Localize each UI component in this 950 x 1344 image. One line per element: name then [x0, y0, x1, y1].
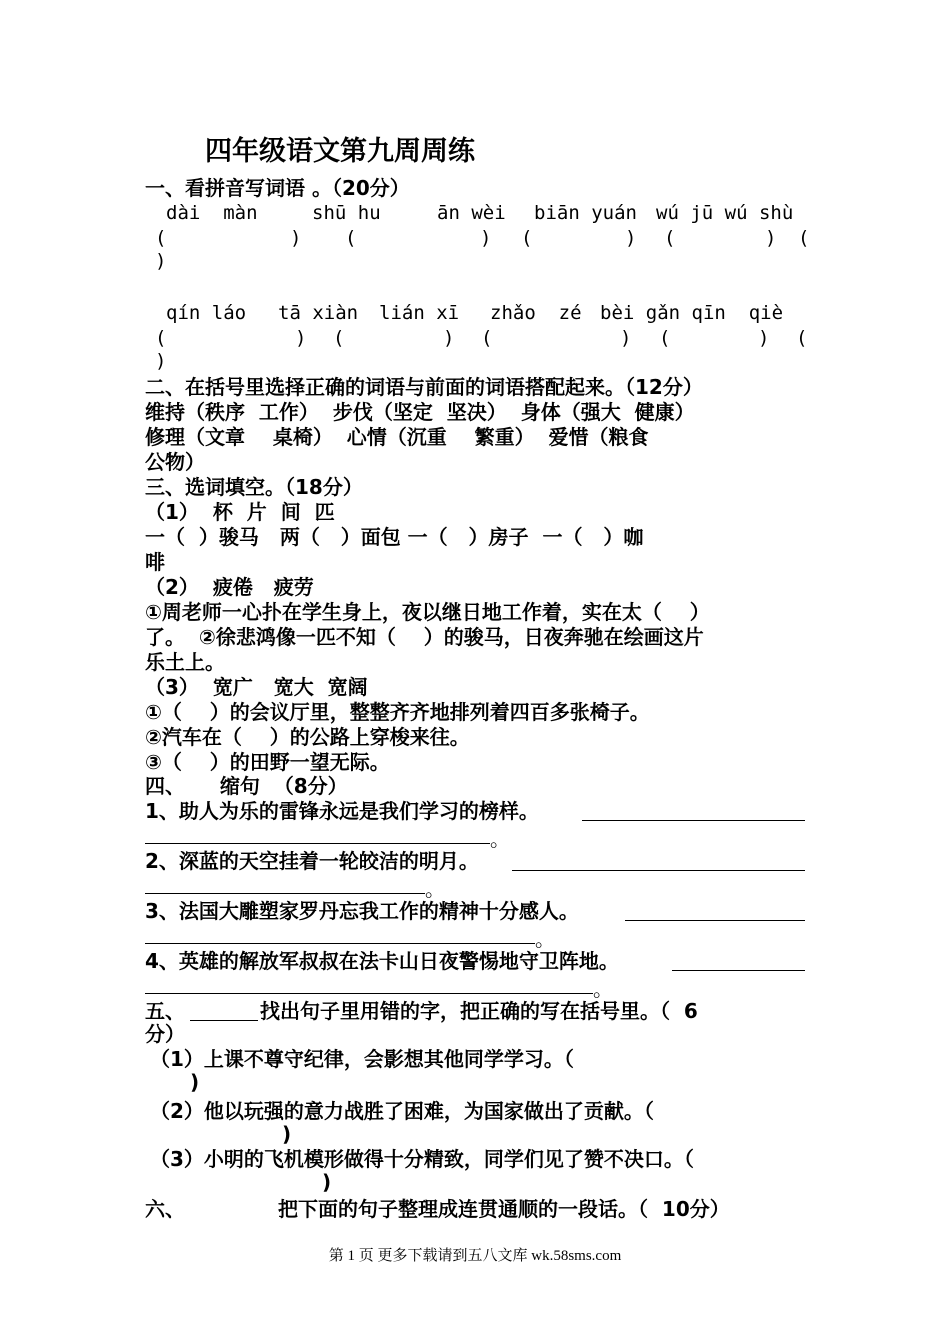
correction-close: ) — [190, 1070, 200, 1094]
answer-open-3: ( — [521, 227, 533, 249]
answer-close-4: ) — [765, 227, 777, 249]
page-footer: 第 1 页 更多下载请到五八文库 wk.58sms.com — [328, 1248, 622, 1264]
section3-group3-sentence1: ①（ ）的会议厅里，整整齐齐地排列着四百多张椅子。 — [145, 700, 650, 724]
answer-close-1: ) — [290, 227, 302, 249]
section6-number: 六、 — [145, 1197, 185, 1221]
section3-group2-sentence1: ①周老师一心扑在学生身上，夜以继日地工作着，实在太（ ） — [145, 600, 710, 624]
answer-close-2: ) — [480, 227, 492, 249]
answer-line — [512, 870, 805, 871]
page-title: 四年级语文第九周周练 — [205, 136, 475, 167]
answer-close-7: ) — [443, 327, 455, 349]
correction-item: （1）上课不尊守纪律，会影想其他同学学习。（ — [150, 1047, 574, 1071]
answer-open-6: ( — [155, 327, 167, 349]
section3-group3-sentence3: ③（ ）的田野一望无际。 — [145, 750, 390, 774]
answer-open-9: ( — [659, 327, 671, 349]
pinyin-8: lián xī — [379, 302, 460, 324]
answer-open-5: ( — [798, 227, 810, 249]
pinyin-6: qín láo — [166, 302, 247, 324]
answer-close-6: ) — [295, 327, 307, 349]
answer-line — [145, 993, 593, 994]
pinyin-4: biān yuán — [534, 202, 637, 224]
section5-heading-cont: 分） — [145, 1022, 185, 1046]
section1-heading: 一、看拼音写词语 。（20分） — [145, 176, 410, 200]
sentence-item: 4、英雄的解放军叔叔在法卡山日夜警惕地守卫阵地。 — [145, 949, 619, 973]
section3-group3-words: （3） 宽广 宽大 宽阔 — [145, 675, 368, 699]
section3-group2-sentence2: 了。 ②徐悲鸿像一匹不知（ ）的骏马，日夜奔驰在绘画这片 — [145, 625, 704, 649]
pinyin-5: wú jū wú shù — [656, 202, 794, 224]
section4-heading: 四、 缩句 （8分） — [145, 774, 348, 798]
section3-group1-cont: 啡 — [145, 550, 165, 574]
section3-heading: 三、选词填空。（18分） — [145, 475, 363, 499]
answer-close-3: ) — [625, 227, 637, 249]
answer-line — [625, 920, 805, 921]
period: 。 — [593, 977, 613, 1001]
answer-open-7: ( — [333, 327, 345, 349]
answer-line — [672, 970, 805, 971]
period: 。 — [425, 877, 445, 901]
period: 。 — [490, 827, 510, 851]
section3-group3-sentence2: ②汽车在（ ）的公路上穿梭来往。 — [145, 725, 470, 749]
section3-group2-words: （2） 疲倦 疲劳 — [145, 575, 314, 599]
answer-close-5: ) — [155, 250, 167, 272]
period: 。 — [535, 927, 555, 951]
answer-close-10: ) — [155, 350, 167, 372]
answer-open-2: ( — [345, 227, 357, 249]
answer-open-8: ( — [481, 327, 493, 349]
section5-heading: 找出句子里用错的字，把正确的写在括号里。（ 6 — [260, 999, 698, 1023]
answer-open-4: ( — [664, 227, 676, 249]
correction-close: ) — [282, 1122, 292, 1146]
pinyin-10: bèi gǎn qīn qiè — [600, 302, 784, 324]
answer-line — [145, 893, 425, 894]
section2-line1: 维持（秩序 工作） 步伐（坚定 坚决） 身体（强大 健康） — [145, 400, 695, 424]
section3-group1-words: （1） 杯 片 间 匹 — [145, 500, 335, 524]
sentence-item: 2、深蓝的天空挂着一轮皎洁的明月。 — [145, 849, 479, 873]
answer-open-10: ( — [796, 327, 808, 349]
section2-heading: 二、在括号里选择正确的词语与前面的词语搭配起来。（12分） — [145, 375, 703, 399]
answer-close-8: ) — [620, 327, 632, 349]
correction-item: （3）小明的飞机模形做得十分精致，同学们见了赞不决口。（ — [150, 1147, 694, 1171]
section5-number: 五、 — [145, 999, 185, 1023]
answer-close-9: ) — [758, 327, 770, 349]
pinyin-1: dài màn — [166, 202, 258, 224]
answer-line — [582, 820, 805, 821]
section3-group2-sentence3: 乐土上。 — [145, 650, 225, 674]
sentence-item: 3、法国大雕塑家罗丹忘我工作的精神十分感人。 — [145, 899, 579, 923]
correction-close: ) — [322, 1170, 332, 1194]
pinyin-3: ān wèi — [437, 202, 506, 224]
answer-line — [145, 843, 490, 844]
section2-line3: 公物） — [145, 450, 205, 474]
section2-line2: 修理（文章 桌椅） 心情（沉重 繁重） 爱惜（粮食 — [145, 425, 649, 449]
pinyin-9: zhǎo zé — [490, 302, 582, 324]
section3-group1-line: 一（ ）骏马 两（ ）面包 一（ ）房子 一（ ）咖 — [145, 525, 644, 549]
correction-item: （2）他以玩强的意力战胜了困难，为国家做出了贡献。（ — [150, 1099, 654, 1123]
answer-line — [145, 943, 535, 944]
sentence-item: 1、助人为乐的雷锋永远是我们学习的榜样。 — [145, 799, 539, 823]
section6-heading: 把下面的句子整理成连贯通顺的一段话。（ 10分） — [278, 1197, 730, 1221]
answer-open-1: ( — [155, 227, 167, 249]
pinyin-2: shū hu — [312, 202, 381, 224]
blank-line — [190, 1020, 258, 1021]
pinyin-7: tā xiàn — [278, 302, 359, 324]
